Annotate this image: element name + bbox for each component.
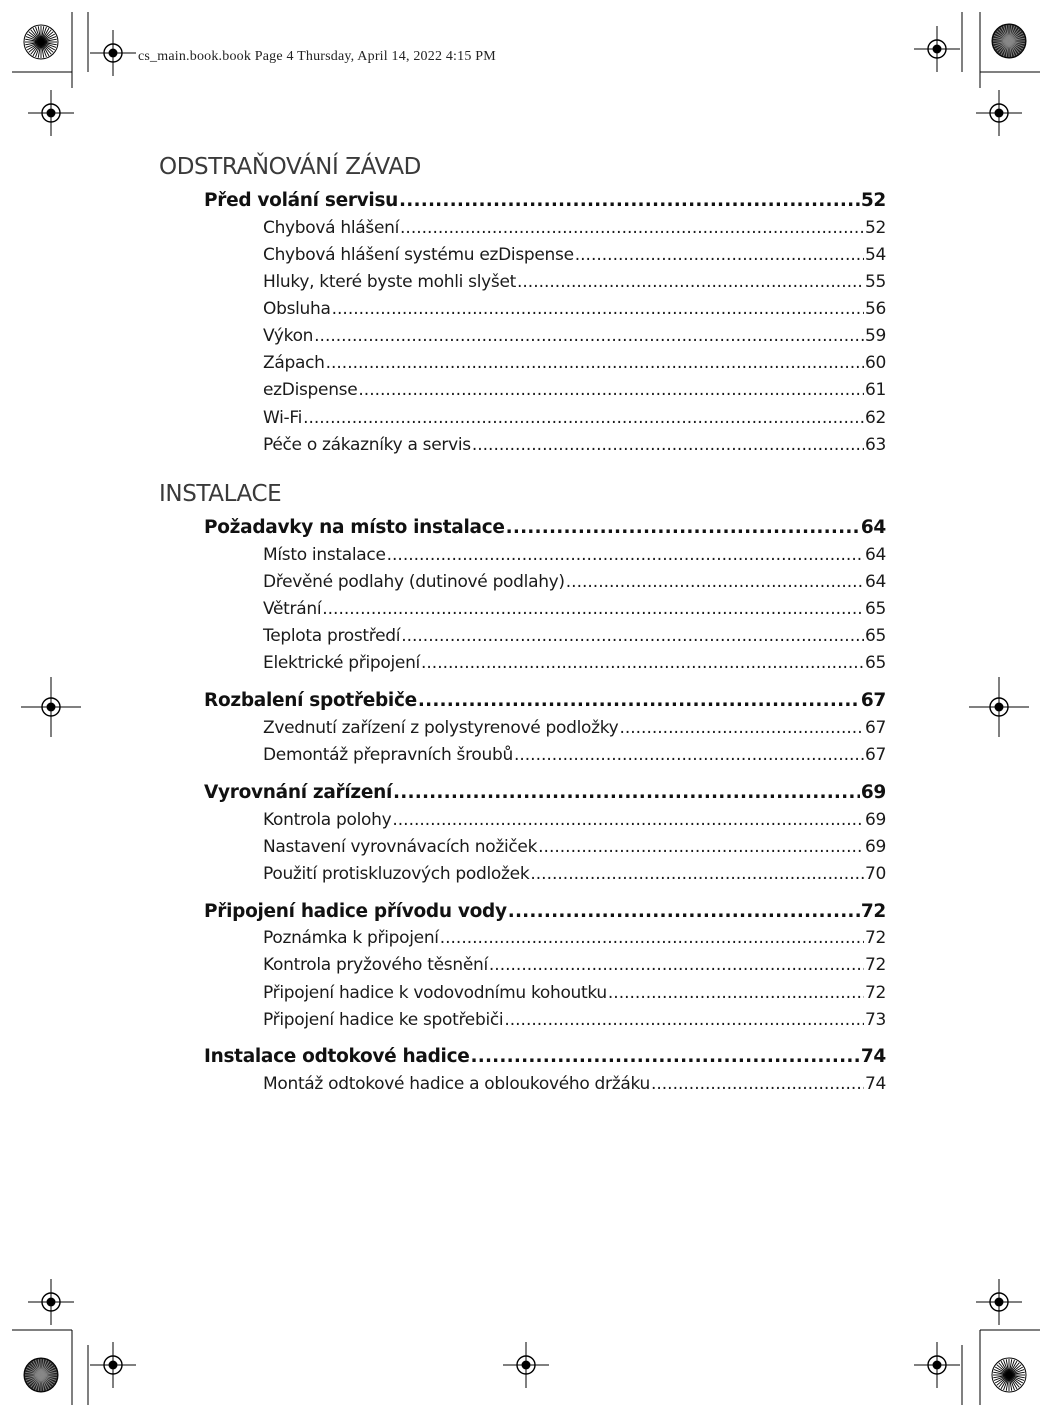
toc-entry-title: Místo instalace [263,545,386,566]
color-starburst [24,25,58,59]
toc-entry-title: Připojení hadice ke spotřebiči [263,1010,504,1031]
registration-crosshair [28,90,74,136]
toc-entry-title: Použití protiskluzových podložek [263,864,530,885]
dot-leader [514,745,864,765]
toc-subsection-link[interactable] [263,810,886,830]
registration-crosshair [914,1342,960,1388]
page-number: 65 [864,626,886,647]
toc-subsection-link[interactable] [263,408,886,428]
page-number: 64 [864,572,886,593]
toc-subsection-link[interactable] [263,572,886,592]
page-number: 52 [864,218,886,239]
print-header: cs_main.book.book Page 4 Thursday, April 14, 2022 4:15 PM [138,49,496,64]
toc-subsection-link[interactable] [263,653,886,673]
dot-leader [358,380,864,400]
toc-entry-title: Zápach [263,353,325,374]
toc-chapter-link[interactable] [204,190,886,211]
dot-leader [504,1010,864,1030]
toc-entry-title: Připojení hadice k vodovodnímu kohoutku [263,983,607,1004]
dot-leader [440,928,864,948]
toc-chapter-link[interactable] [204,901,886,922]
dot-leader [400,218,864,238]
registration-crosshair [969,677,1029,737]
page-number: 54 [864,245,886,266]
page-number: 55 [864,272,886,293]
toc-entry-title: Instalace odtokové hadice [204,1045,470,1067]
toc-subsection-link[interactable] [263,864,886,884]
toc-entry-title: Péče o zákazníky a servis [263,435,471,456]
page-number: 61 [864,380,886,401]
toc-subsection-link[interactable] [263,626,886,646]
toc-subsection-link[interactable] [263,326,886,346]
toc-subsection-link[interactable] [263,599,886,619]
toc-entry-title: Větrání [263,599,322,620]
page-number: 64 [860,516,886,538]
toc-entry-title: Nastavení vyrovnávacích nožiček [263,837,538,858]
dot-leader [608,983,864,1003]
page-number: 69 [864,837,886,858]
dot-leader [392,810,864,830]
toc-entry-title: Připojení hadice přívodu vody [204,900,507,922]
toc-entry-title: Chybová hlášení systému ezDispense [263,245,574,266]
toc-subsection-link[interactable] [263,299,886,319]
dot-leader [387,545,864,565]
toc-entry-title: Montáž odtokové hadice a obloukového držáku [263,1074,650,1095]
dot-leader [401,626,864,646]
page-number: 70 [864,864,886,885]
toc-subsection-link[interactable] [263,245,886,265]
dot-leader [489,955,864,975]
dot-leader [566,572,864,592]
toc-entry-title: Chybová hlášení [263,218,400,239]
toc-entry-title: Požadavky na místo instalace [204,516,505,538]
dot-leader [421,653,864,673]
page-number: 74 [860,1045,886,1067]
dot-leader [326,353,864,373]
dot-leader [332,299,864,319]
page-number: 69 [860,781,886,803]
page-number: 72 [864,955,886,976]
dot-leader [303,408,864,428]
page-number: 52 [860,189,886,211]
page-number: 60 [864,353,886,374]
page-number: 72 [864,928,886,949]
page-number: 56 [864,299,886,320]
page-number: 62 [864,408,886,429]
toc-entry-title: ezDispense [263,380,358,401]
dot-leader [506,517,860,538]
toc-subsection-link[interactable] [263,837,886,857]
dot-leader [472,435,864,455]
color-starburst [992,1358,1026,1392]
section-heading: ODSTRAŇOVÁNÍ ZÁVAD [159,154,421,180]
page-number: 65 [864,599,886,620]
dot-leader [575,245,864,265]
toc-entry-title: Demontáž přepravních šroubů [263,745,513,766]
toc-subsection-link[interactable] [263,272,886,292]
toc-entry-title: Teplota prostředí [263,626,401,647]
dot-leader [393,782,860,803]
toc-entry-title: Hluky, které byste mohli slyšet [263,272,516,293]
toc-subsection-link[interactable] [263,435,886,455]
toc-chapter-link[interactable] [204,690,886,711]
page-number: 67 [864,718,886,739]
page-number: 73 [864,1010,886,1031]
dot-leader [619,718,864,738]
color-starburst [24,1358,58,1392]
page-number: 69 [864,810,886,831]
registration-crosshair [503,1342,549,1388]
page-number: 63 [864,435,886,456]
dot-leader [508,901,860,922]
toc-chapter-link[interactable] [204,782,886,803]
toc-subsection-link[interactable] [263,718,886,738]
registration-crosshair [914,26,960,72]
page-number: 59 [864,326,886,347]
dot-leader [651,1074,864,1094]
registration-crosshair [976,90,1022,136]
toc-chapter-link[interactable] [204,517,886,538]
section-heading: INSTALACE [159,481,282,507]
toc-entry-title: Elektrické připojení [263,653,420,674]
dot-leader [538,837,864,857]
toc-entry-title: Obsluha [263,299,331,320]
toc-entry-title: Poznámka k připojení [263,928,439,949]
toc-subsection-link[interactable] [263,955,886,975]
registration-crosshair [90,30,136,76]
toc-subsection-link[interactable] [263,545,886,565]
dot-leader [471,1046,860,1067]
page-number: 72 [860,900,886,922]
dot-leader [399,190,860,211]
registration-crosshair [976,1279,1022,1325]
page-number: 74 [864,1074,886,1095]
toc-subsection-link[interactable] [263,983,886,1003]
toc-subsection-link[interactable] [263,218,886,238]
page-number: 64 [864,545,886,566]
toc-subsection-link[interactable] [263,380,886,400]
toc-subsection-link[interactable] [263,1010,886,1030]
toc-entry-title: Dřevěné podlahy (dutinové podlahy) [263,572,565,593]
dot-leader [517,272,864,292]
page-number: 65 [864,653,886,674]
page-number: 72 [864,983,886,1004]
toc-entry-title: Kontrola pryžového těsnění [263,955,488,976]
dot-leader [418,690,860,711]
registration-crosshair [21,677,81,737]
toc-entry-title: Před volání servisu [204,189,399,211]
toc-entry-title: Rozbalení spotřebiče [204,689,417,711]
page-number: 67 [860,689,886,711]
dot-leader [322,599,864,619]
dot-leader [530,864,864,884]
toc-entry-title: Zvednutí zařízení z polystyrenové podložky [263,718,619,739]
toc-entry-title: Wi-Fi [263,408,303,429]
toc-entry-title: Výkon [263,326,314,347]
toc-chapter-link[interactable] [204,1046,886,1067]
toc-entry-title: Kontrola polohy [263,810,392,831]
toc-subsection-link[interactable] [263,353,886,373]
registration-crosshair [28,1279,74,1325]
toc-subsection-link[interactable] [263,928,886,948]
color-starburst [992,24,1026,58]
dot-leader [314,326,864,346]
registration-crosshair [90,1342,136,1388]
toc-subsection-link[interactable] [263,745,886,765]
page-number: 67 [864,745,886,766]
toc-entry-title: Vyrovnání zařízení [204,781,393,803]
toc-subsection-link[interactable] [263,1074,886,1094]
